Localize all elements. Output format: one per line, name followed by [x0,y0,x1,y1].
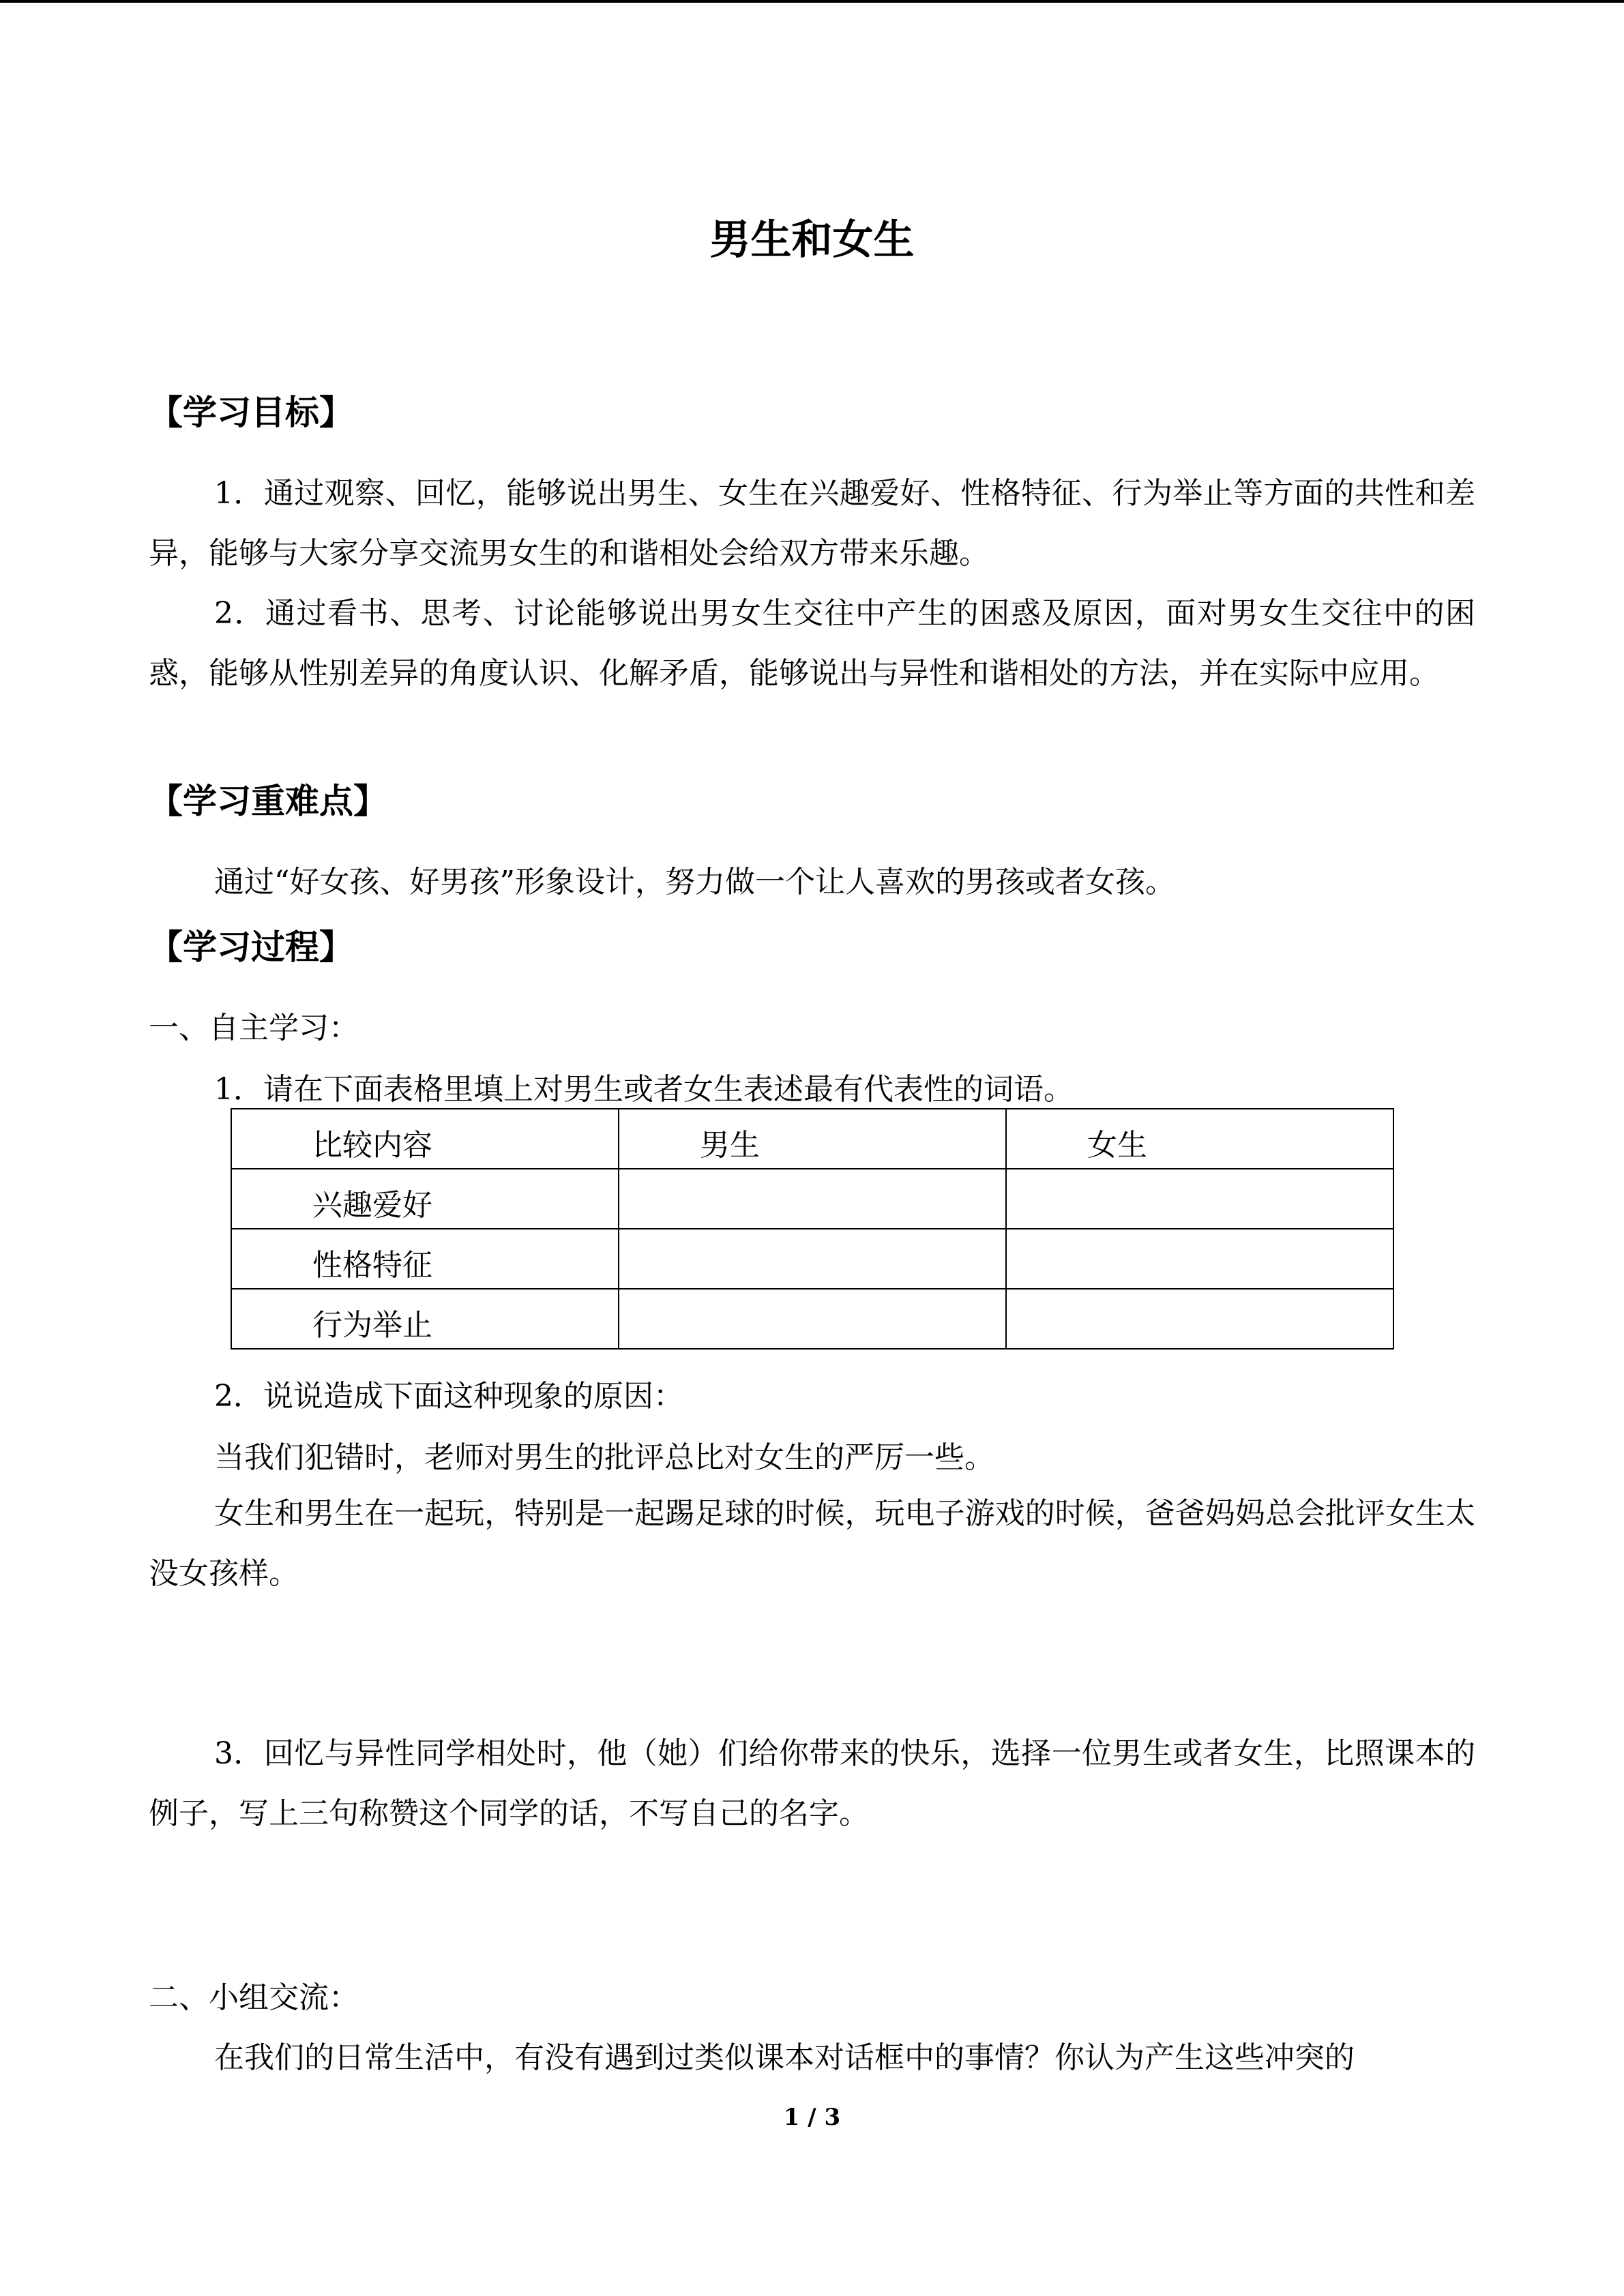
section-heading-process: 【学习过程】 [149,927,353,967]
table-row [231,1289,1393,1349]
top-border [0,0,1624,3]
table-header-cell: 男生 [619,1109,1006,1169]
table-answer-cell-girls[interactable] [1006,1289,1393,1349]
table-row-label: 兴趣爱好 [231,1169,619,1229]
table-answer-cell-boys[interactable] [619,1289,1006,1349]
table-header-cell: 比较内容 [231,1109,619,1169]
part2-heading: 二、小组交流： [149,1980,359,2015]
question-2: 2．说说造成下面这种现象的原因： [214,1379,683,1414]
question-3: 3．回忆与异性同学相处时，他（她）们给你带来的快乐，选择一位男生或者女生，比照课本的例子，写上三句称赞这个同学的话，不写自己的名字。 [149,1736,1475,1831]
goal-paragraph-1: 1．通过观察、回忆，能够说出男生、女生在兴趣爱好、性格特征、行为举止等方面的共性和差异，能够与大家分享交流男女生的和谐相处会给双方带来乐趣。 [149,476,1475,571]
section-heading-goals: 【学习目标】 [149,393,353,432]
page-title: 男生和女生 [709,216,915,264]
table-header-row [231,1109,1393,1169]
table-answer-cell-girls[interactable] [1006,1169,1393,1229]
table-row [231,1229,1393,1289]
question-2-case-2: 女生和男生在一起玩，特别是一起踢足球的时候，玩电子游戏的时候，爸爸妈妈总会批评女生太没女孩样。 [149,1496,1475,1591]
key-point-text: 通过“好女孩、好男孩”形象设计，努力做一个让人喜欢的男孩或者女孩。 [214,865,1175,899]
table-row-label: 性格特征 [231,1229,619,1289]
table-row-label: 行为举止 [231,1289,619,1349]
comparison-table [231,1108,1394,1350]
section-heading-key-points: 【学习重难点】 [149,781,387,821]
table-answer-cell-boys[interactable] [619,1169,1006,1229]
table-answer-cell-girls[interactable] [1006,1229,1393,1289]
part1-heading: 一、自主学习： [149,1011,359,1045]
table-answer-cell-boys[interactable] [619,1229,1006,1289]
goal-paragraph-2: 2．通过看书、思考、讨论能够说出男女生交往中产生的困惑及原因，面对男女生交往中的困惑，能够从性别差异的角度认识、化解矛盾，能够说出与异性和谐相处的方法，并在实际中应用。 [149,596,1475,691]
page-number: 1 / 3 [783,2104,841,2131]
table-row [231,1169,1393,1229]
question-2-case-1: 当我们犯错时，老师对男生的批评总比对女生的严厉一些。 [214,1440,994,1475]
part2-text: 在我们的日常生活中，有没有遇到过类似课本对话框中的事情？你认为产生这些冲突的 [214,2040,1355,2075]
question-1: 1．请在下面表格里填上对男生或者女生表述最有代表性的词语。 [214,1072,1074,1107]
table-header-cell: 女生 [1006,1109,1393,1169]
